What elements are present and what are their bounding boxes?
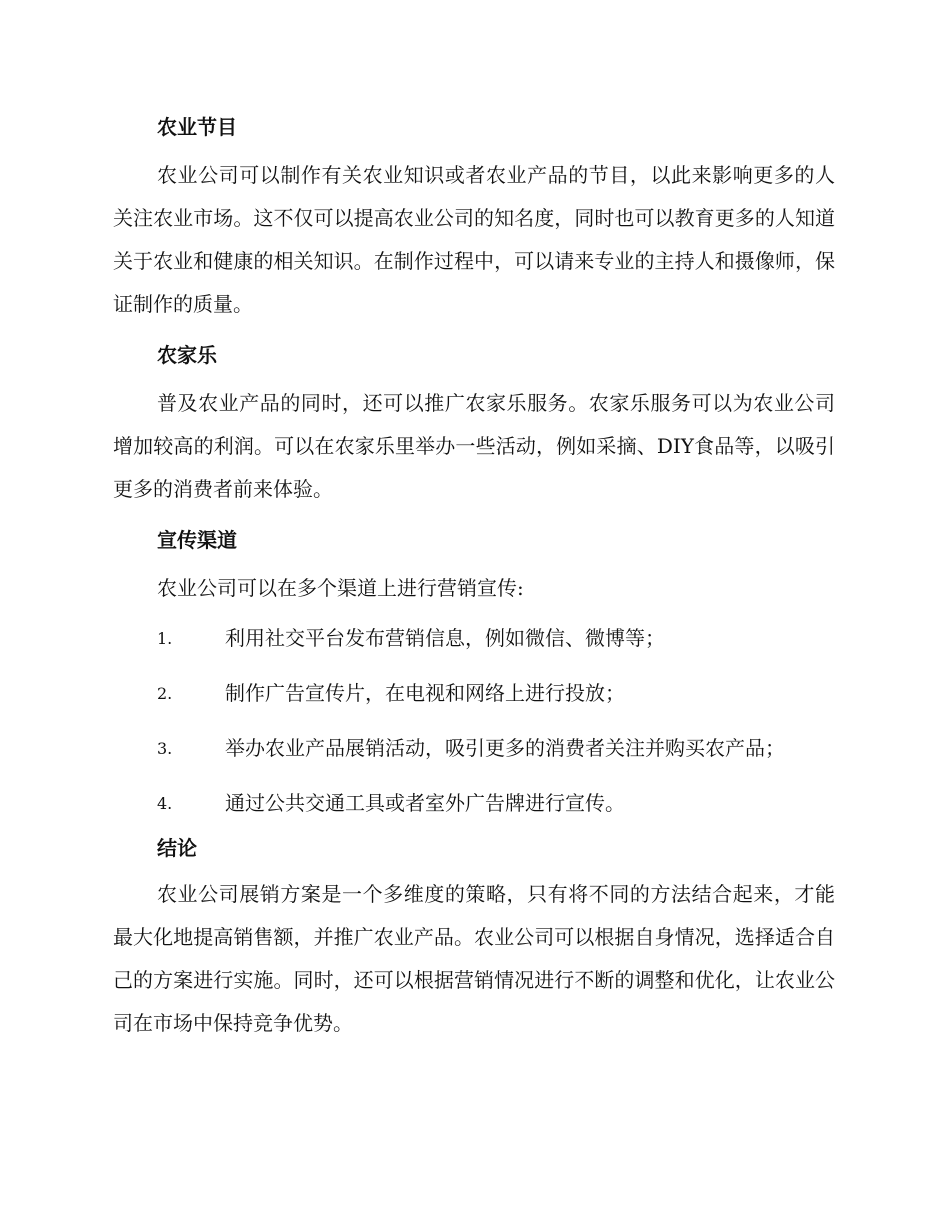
list-item-text: 通过公共交通工具或者室外广告牌进行宣传。 — [225, 791, 625, 815]
list-item-number: 1. — [157, 629, 173, 648]
section-paragraph-promotion-channels: 农业公司可以在多个渠道上进行营销宣传: — [157, 576, 524, 600]
list-item-text: 利用社交平台发布营销信息，例如微信、微博等； — [225, 626, 665, 650]
section-heading-agri-program: 农业节目 — [157, 115, 237, 139]
list-item-text: 举办农业产品展销活动，吸引更多的消费者关注并购买农产品； — [225, 736, 785, 760]
section-heading-farm-stay: 农家乐 — [157, 343, 217, 367]
section-paragraph-conclusion: 农业公司展销方案是一个多维度的策略，只有将不同的方法结合起来，才能最大化地提高销售额，并推广农业产品。农业公司可以根据自身情况，选择适合自己的方案进行实施。同时，还可以根据营销情况进行不断的调整和优化，让农业公司在市场中保持竞争优势。 — [113, 882, 835, 1035]
promotion-channel-list — [113, 617, 835, 837]
list-item — [113, 617, 835, 672]
section-paragraph-farm-stay: 普及农业产品的同时，还可以推广农家乐服务。农家乐服务可以为农业公司增加较高的利润。可以在农家乐里举办一些活动，例如采摘、DIY食品等，以吸引更多的消费者前来体验。 — [113, 391, 835, 501]
list-item-number: 3. — [157, 739, 173, 758]
list-item — [113, 782, 835, 837]
list-item — [113, 727, 835, 782]
list-item-number: 4. — [157, 794, 173, 813]
section-paragraph-agri-program: 农业公司可以制作有关农业知识或者农业产品的节目，以此来影响更多的人关注农业市场。这不仅可以提高农业公司的知名度，同时也可以教育更多的人知道关于农业和健康的相关知识。在制作过程中，可以请来专业的主持人和摄像师，保证制作的质量。 — [113, 163, 835, 316]
section-heading-promotion-channels: 宣传渠道 — [157, 528, 237, 552]
list-item-text: 制作广告宣传片，在电视和网络上进行投放； — [225, 681, 625, 705]
section-heading-conclusion: 结论 — [157, 836, 197, 860]
list-item — [113, 672, 835, 727]
list-item-number: 2. — [157, 684, 173, 703]
document-body — [113, 110, 835, 1045]
